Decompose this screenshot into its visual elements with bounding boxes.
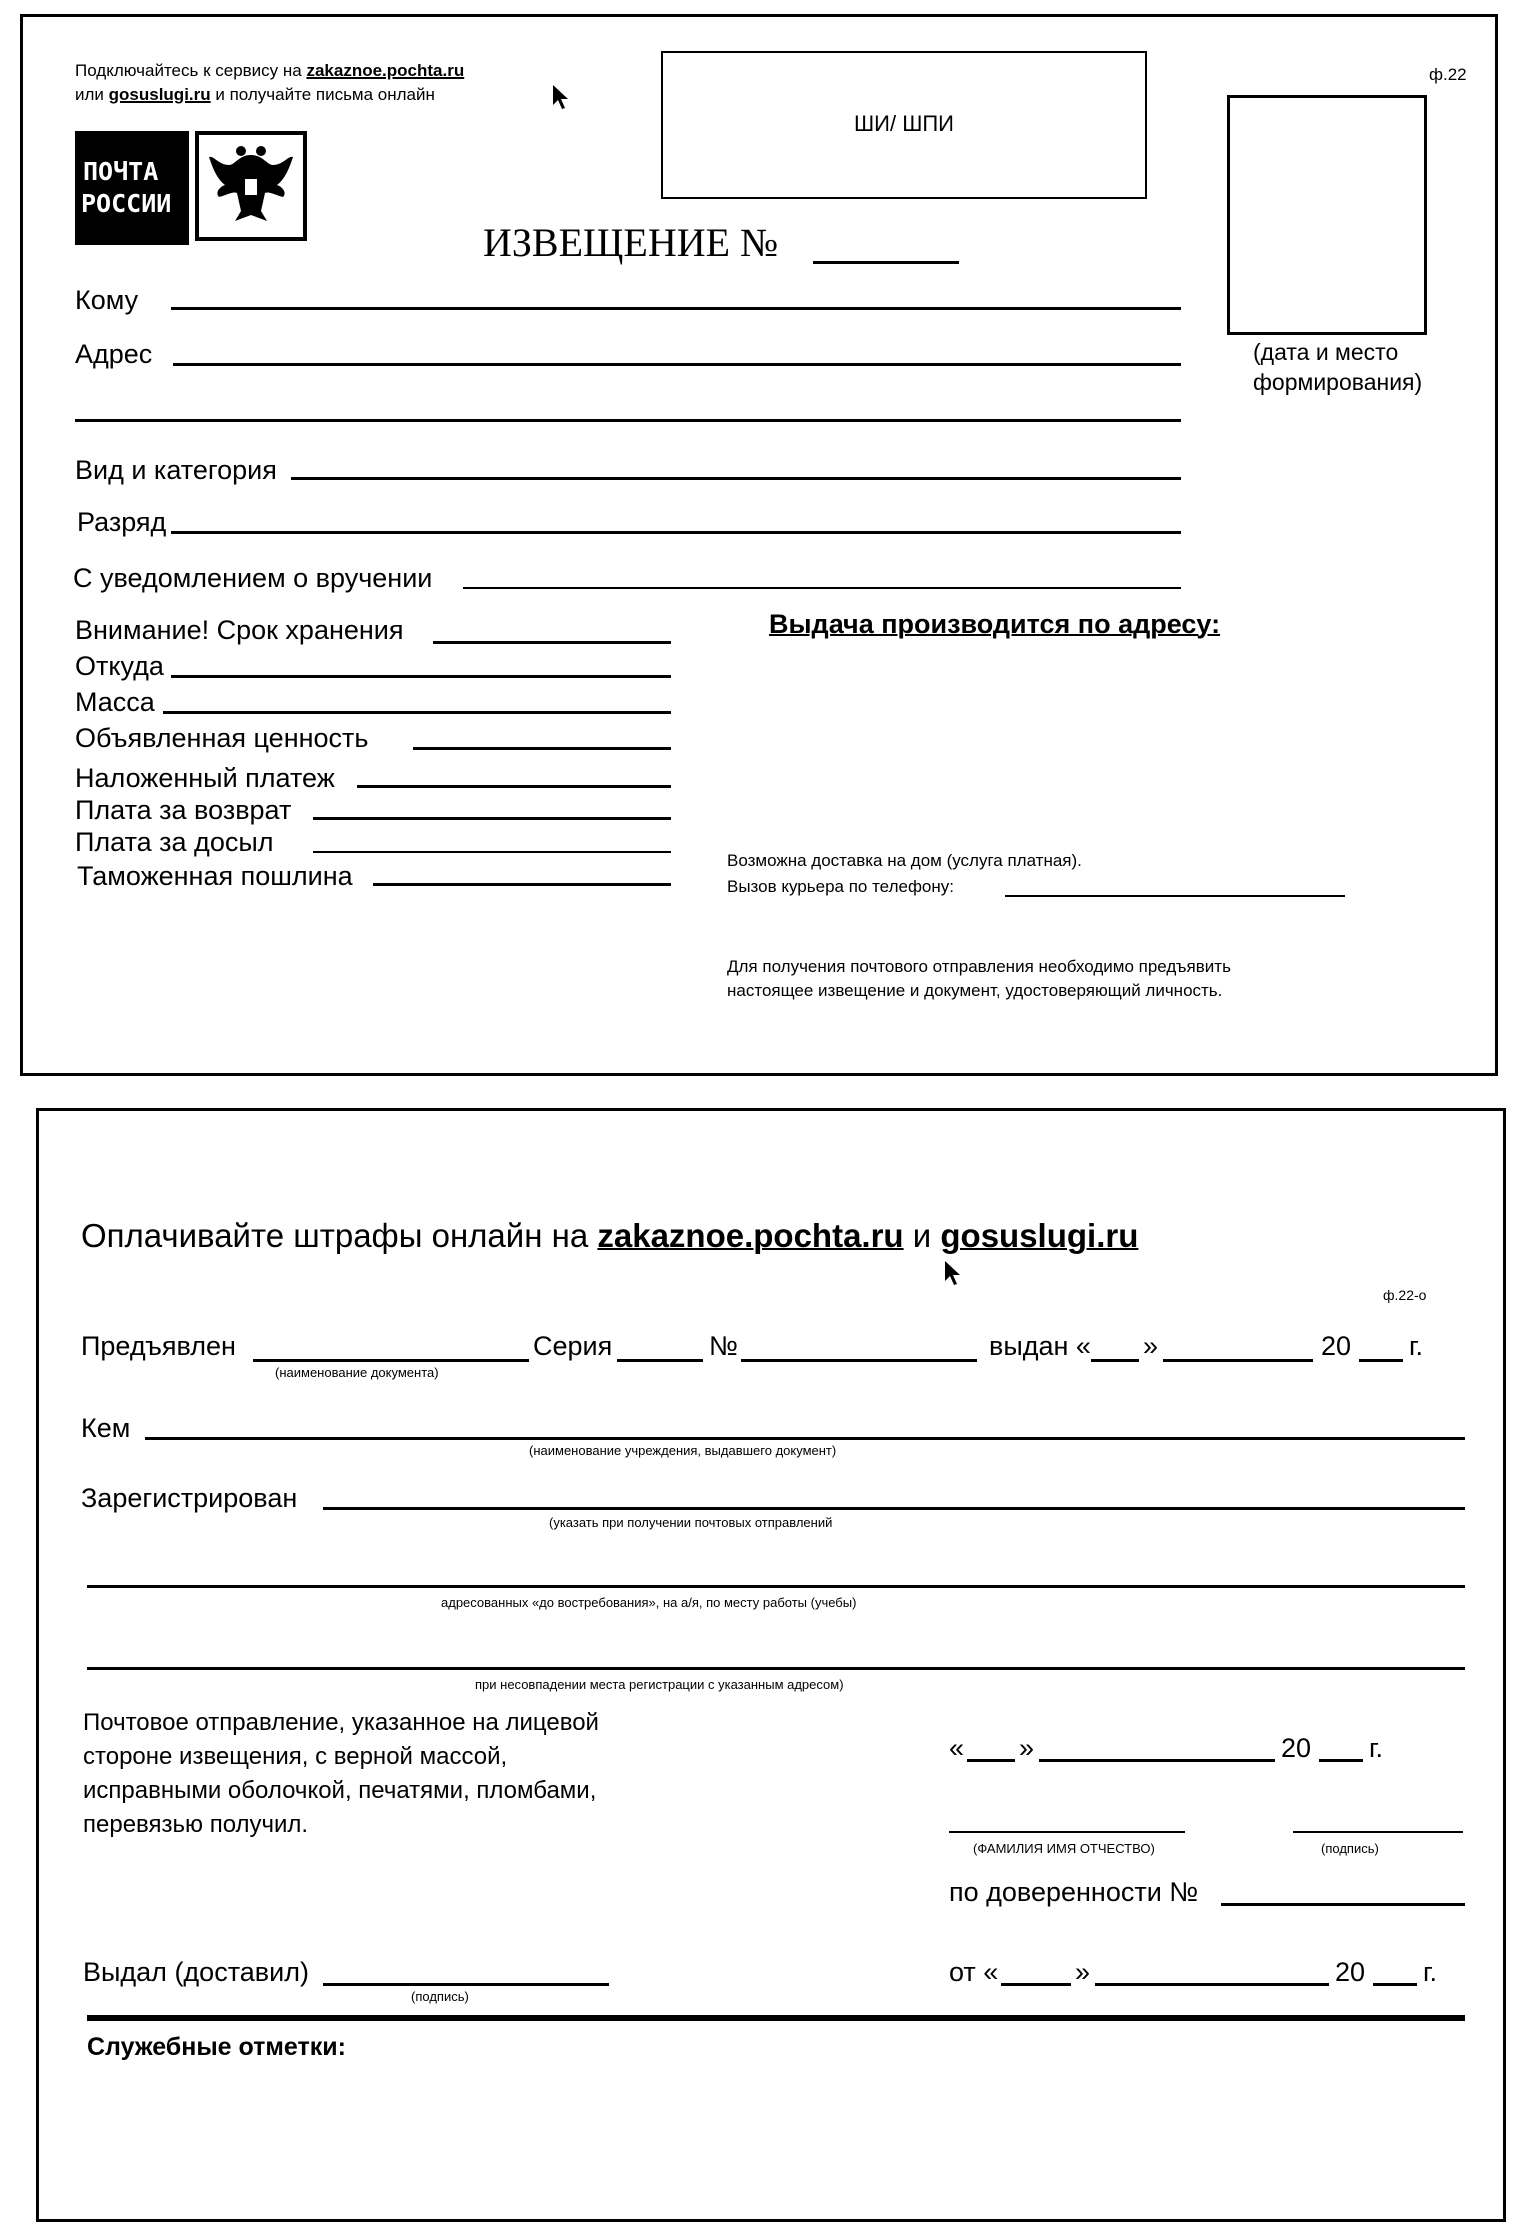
notice-number-line[interactable] xyxy=(813,261,959,264)
cod-label: Наложенный платеж xyxy=(75,763,335,793)
received-quote-close: » xyxy=(1019,1733,1035,1763)
pochta-logo xyxy=(75,131,313,245)
issued-by-label: Выдал (доставил) xyxy=(83,1957,309,1987)
kind-field[interactable] xyxy=(291,477,1181,480)
zakaznoe-headline-link[interactable]: zakaznoe.pochta.ru xyxy=(597,1217,904,1254)
issued-year-prefix: 20 xyxy=(1321,1331,1352,1361)
address-label: Адрес xyxy=(75,339,153,369)
issued-by-caption: (подпись) xyxy=(411,1989,469,2004)
address-field[interactable] xyxy=(173,363,1181,366)
received-quote-open: « xyxy=(949,1733,965,1763)
received-line-3: исправными оболочкой, печатями, пломбами, xyxy=(83,1777,597,1804)
from-month-field[interactable] xyxy=(1095,1983,1329,1986)
registered-label: Зарегистрирован xyxy=(81,1483,298,1513)
rank-field[interactable] xyxy=(171,531,1181,534)
date-place-caption-1: (дата и место xyxy=(1253,339,1399,365)
issued-day-field[interactable] xyxy=(1091,1359,1139,1362)
barcode-box xyxy=(661,51,1147,199)
registered-caption-3: при несовпадении места регистрации с указанным адресом) xyxy=(475,1677,844,1692)
logo-line-1: ПОЧТА xyxy=(83,157,159,186)
promo-line-1: Подключайтесь к сервису на zakaznoe.pochta.ru xyxy=(75,61,465,80)
document-number-field[interactable] xyxy=(741,1359,977,1362)
document-name-caption: (наименование документа) xyxy=(275,1365,439,1380)
date-stamp-box xyxy=(1227,95,1427,335)
from-field[interactable] xyxy=(171,675,671,678)
registered-caption: (указать при получении почтовых отправлений xyxy=(549,1515,833,1530)
cursor-icon xyxy=(551,83,571,111)
id-line-2: настоящее извещение и документ, удостоверяющий личность. xyxy=(727,981,1223,1000)
number-label: № xyxy=(709,1331,738,1361)
issued-by-signature-field[interactable] xyxy=(323,1983,609,1986)
signature-field[interactable] xyxy=(1293,1831,1463,1833)
notice-delivery-field[interactable] xyxy=(463,587,1181,589)
issue-address-heading: Выдача производится по адресу: xyxy=(769,609,1221,639)
received-line-1: Почтовое отправление, указанное на лицевой xyxy=(83,1709,599,1736)
registered-field-3[interactable] xyxy=(87,1667,1465,1670)
received-line-4: перевязью получил. xyxy=(83,1811,309,1838)
value-field[interactable] xyxy=(413,747,671,750)
presented-label: Предъявлен xyxy=(81,1331,236,1361)
received-month-field[interactable] xyxy=(1039,1759,1275,1762)
eagle-emblem-icon xyxy=(195,131,307,241)
from-quote-close: » xyxy=(1075,1957,1091,1987)
cod-field[interactable] xyxy=(357,785,671,788)
from-day-field[interactable] xyxy=(1001,1983,1071,1986)
received-year-suffix: г. xyxy=(1369,1733,1384,1763)
form-code: ф.22 xyxy=(1429,65,1467,84)
proxy-number-field[interactable] xyxy=(1221,1903,1465,1906)
address-field-2[interactable] xyxy=(75,419,1181,422)
registered-field[interactable] xyxy=(323,1507,1465,1510)
proxy-label: по доверенности № xyxy=(949,1877,1199,1907)
mass-field[interactable] xyxy=(163,711,671,714)
promo-line-2: или gosuslugi.ru и получайте письма онлайн xyxy=(75,85,435,104)
form-code-back: ф.22-о xyxy=(1383,1287,1427,1303)
signature-caption: (подпись) xyxy=(1321,1841,1379,1856)
customs-field[interactable] xyxy=(373,883,671,886)
notice-back-panel xyxy=(36,1108,1506,2222)
issued-year-suffix: г. xyxy=(1409,1331,1424,1361)
from-year-prefix: 20 xyxy=(1335,1957,1366,1987)
storage-label: Внимание! Срок хранения xyxy=(75,615,404,645)
return-fee-label: Плата за возврат xyxy=(75,795,292,825)
id-line-1: Для получения почтового отправления необходимо предъявить xyxy=(727,957,1231,976)
from-date-label: от « xyxy=(949,1957,999,1987)
received-year-field[interactable] xyxy=(1319,1759,1363,1762)
registered-caption-2: адресованных «до востребования», на а/я, по месту работы (учебы) xyxy=(441,1595,857,1610)
received-line-2: стороне извещения, с верной массой, xyxy=(83,1743,508,1770)
notice-delivery-label: С уведомлением о вручении xyxy=(73,563,433,593)
issued-year-field[interactable] xyxy=(1359,1359,1403,1362)
registered-field-2[interactable] xyxy=(87,1585,1465,1588)
cursor-icon-2 xyxy=(943,1259,963,1287)
mass-label: Масса xyxy=(75,687,155,717)
to-label: Кому xyxy=(75,285,139,315)
issued-month-field[interactable] xyxy=(1163,1359,1313,1362)
value-label: Объявленная ценность xyxy=(75,723,369,753)
fines-headline: Оплачивайте штрафы онлайн на zakaznoe.pochta.ru и gosuslugi.ru xyxy=(81,1217,1139,1254)
fio-caption: (ФАМИЛИЯ ИМЯ ОТЧЕСТВО) xyxy=(973,1841,1155,1856)
by-whom-label: Кем xyxy=(81,1413,131,1443)
series-label: Серия xyxy=(533,1331,613,1361)
received-year-prefix: 20 xyxy=(1281,1733,1312,1763)
issued-label: выдан « xyxy=(989,1331,1091,1361)
gosuslugi-headline-link[interactable]: gosuslugi.ru xyxy=(940,1217,1139,1254)
delivery-line-2: Вызов курьера по телефону: xyxy=(727,877,955,896)
customs-label: Таможенная пошлина xyxy=(77,861,353,891)
by-whom-field[interactable] xyxy=(145,1437,1465,1440)
document-name-field[interactable] xyxy=(253,1359,529,1362)
fio-field[interactable] xyxy=(949,1831,1185,1833)
received-day-field[interactable] xyxy=(967,1759,1015,1762)
notice-front-panel xyxy=(20,14,1498,1076)
courier-phone-field[interactable] xyxy=(1005,895,1345,897)
logo-text-block xyxy=(75,131,189,245)
from-label: Откуда xyxy=(75,651,164,681)
logo-line-2: РОССИИ xyxy=(81,189,172,218)
kind-label: Вид и категория xyxy=(75,455,277,485)
barcode-label: ШИ/ ШПИ xyxy=(854,111,954,136)
section-divider xyxy=(87,2015,1465,2021)
delivery-line-1: Возможна доставка на дом (услуга платная). xyxy=(727,851,1082,870)
return-fee-field[interactable] xyxy=(313,817,671,820)
zakaznoe-link[interactable]: zakaznoe.pochta.ru xyxy=(306,61,465,80)
gosuslugi-link[interactable]: gosuslugi.ru xyxy=(108,85,211,104)
date-place-caption-2: формирования) xyxy=(1253,369,1423,395)
from-year-field[interactable] xyxy=(1373,1983,1417,1986)
by-whom-caption: (наименование учреждения, выдавшего документ) xyxy=(529,1443,837,1458)
resend-fee-label: Плата за досыл xyxy=(75,827,274,857)
storage-field[interactable] xyxy=(433,641,671,644)
resend-fee-field[interactable] xyxy=(313,851,671,853)
issued-quote-close: » xyxy=(1143,1331,1159,1361)
notice-title: ИЗВЕЩЕНИЕ № xyxy=(483,220,779,265)
series-field[interactable] xyxy=(617,1359,703,1362)
from-year-suffix: г. xyxy=(1423,1957,1438,1987)
service-marks-label: Служебные отметки: xyxy=(87,2033,346,2061)
to-field[interactable] xyxy=(171,307,1181,310)
rank-label: Разряд xyxy=(77,507,167,537)
